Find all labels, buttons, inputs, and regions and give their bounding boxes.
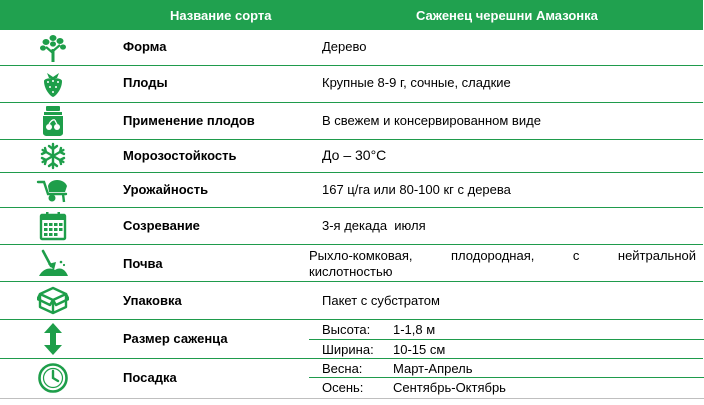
planting-autumn-value: Сентябрь-Октябрь	[393, 380, 506, 395]
row-value-ripening: 3-я декада июля	[322, 218, 426, 233]
soil-line-2: кислотностью	[309, 264, 393, 279]
row-label-yield: Урожайность	[123, 182, 209, 197]
table-row	[0, 66, 703, 103]
row-divider	[309, 339, 704, 340]
soil-shovel-icon	[31, 246, 75, 280]
row-value-form: Дерево	[322, 39, 367, 54]
row-value-fruits: Крупные 8-9 г, сочные, сладкие	[322, 75, 511, 90]
header-product-name: Саженец черешни Амазонка	[416, 8, 598, 23]
row-value-soil	[309, 248, 696, 280]
row-value-usage: В свежем и консервированном виде	[322, 113, 541, 128]
row-value-package: Пакет с субстратом	[322, 293, 440, 308]
table-row	[0, 103, 703, 140]
calendar-icon	[31, 209, 75, 243]
jar-icon	[31, 104, 75, 138]
row-label-form: Форма	[123, 39, 167, 54]
snowflake-icon	[31, 139, 75, 173]
size-width-value: 10-15 см	[393, 342, 446, 357]
soil-line-1: Рыхло-комковая, плодородная, с нейтральной	[309, 248, 696, 263]
bottom-divider	[0, 398, 704, 399]
size-height-label: Высота:	[322, 322, 371, 337]
row-label-usage: Применение плодов	[123, 113, 255, 128]
size-width-label: Ширина:	[322, 342, 374, 357]
wheelbarrow-icon	[31, 173, 75, 207]
row-value-frost: До – 30°С	[322, 147, 387, 163]
planting-autumn-label: Осень:	[322, 380, 364, 395]
planting-spring-label: Весна:	[322, 361, 363, 376]
row-label-soil: Почва	[123, 256, 163, 271]
row-label-frost: Морозостойкость	[123, 148, 237, 163]
table-row	[0, 208, 703, 245]
row-label-ripening: Созревание	[123, 218, 200, 233]
row-label-size: Размер саженца	[123, 331, 228, 346]
tree-icon	[31, 31, 75, 65]
table-row	[0, 282, 703, 320]
row-label-fruits: Плоды	[123, 75, 168, 90]
row-divider	[309, 377, 704, 378]
table-row	[0, 140, 703, 173]
box-icon	[31, 283, 75, 317]
row-label-planting: Посадка	[123, 370, 177, 385]
row-value-yield: 167 ц/га или 80-100 кг с дерева	[322, 182, 511, 197]
table-row	[0, 30, 703, 66]
table-row	[0, 359, 703, 397]
up-down-arrow-icon	[31, 322, 75, 356]
table-row	[0, 173, 703, 208]
table-row	[0, 245, 703, 282]
planting-spring-value: Март-Апрель	[393, 361, 473, 376]
table-row	[0, 320, 703, 359]
size-height-value: 1-1,8 м	[393, 322, 436, 337]
table-header	[0, 0, 703, 30]
clock-icon	[31, 361, 75, 395]
strawberry-icon	[31, 67, 75, 101]
header-variety-name: Название сорта	[170, 8, 272, 23]
row-label-package: Упаковка	[123, 293, 182, 308]
